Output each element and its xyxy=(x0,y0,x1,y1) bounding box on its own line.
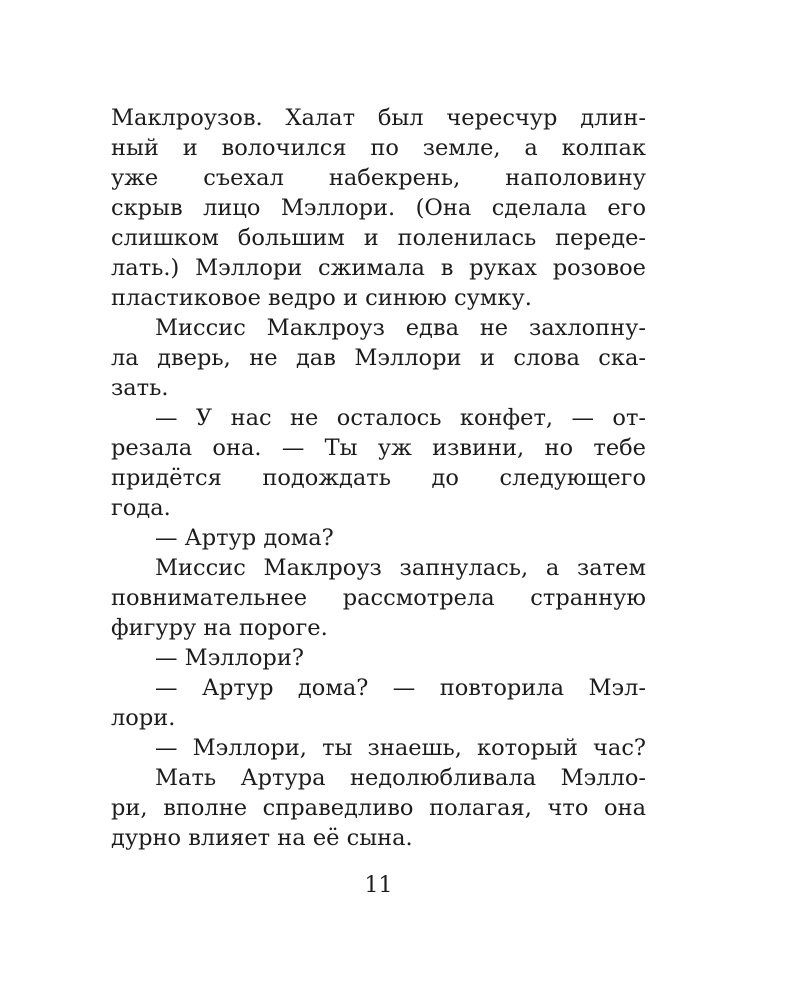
page-number: 11 xyxy=(364,873,393,898)
text-line: фигуру на пороге. xyxy=(111,615,328,641)
text-line: ри, вполне справедливо полагая, что она xyxy=(111,795,646,821)
text-line: резала она. — Ты уж извини, но тебе xyxy=(111,435,646,461)
text-line: повнимательнее рассмотрела странную xyxy=(111,585,646,611)
text-line: Мать Артура недолюбливала Мэлло- xyxy=(155,765,646,791)
text-line: лать.) Мэллори сжимала в руках розовое xyxy=(111,255,646,281)
text-line: Миссис Маклроуз едва не захлопну- xyxy=(155,315,646,341)
text-line: Миссис Маклроуз запнулась, а затем xyxy=(155,555,646,581)
text-line: лори. xyxy=(111,705,176,731)
text-line: скрыв лицо Мэллори. (Она сделала его xyxy=(111,195,646,221)
text-line: ный и волочился по земле, а колпак xyxy=(111,135,646,161)
text-line: ла дверь, не дав Мэллори и слова ска- xyxy=(111,345,646,371)
body-text xyxy=(111,103,646,853)
text-line: пластиковое ведро и синюю сумку. xyxy=(111,285,532,311)
text-line: — Артур дома? — повторила Мэл- xyxy=(155,675,646,701)
text-line: — Артур дома? xyxy=(155,525,334,551)
text-line: придётся подождать до следующего xyxy=(111,465,646,491)
text-line: зать. xyxy=(111,375,169,401)
text-line: уже съехал набекрень, наполовину xyxy=(111,165,646,191)
text-line: — У нас не осталось конфет, — от- xyxy=(155,405,646,431)
text-line: года. xyxy=(111,495,171,521)
text-line: Маклроузов. Халат был чересчур длин- xyxy=(111,105,646,131)
text-line: — Мэллори, ты знаешь, который час? xyxy=(155,735,646,761)
text-line: слишком большим и поленилась переде- xyxy=(111,225,646,251)
text-line: дурно влияет на её сына. xyxy=(111,825,413,851)
text-line: — Мэллори? xyxy=(155,645,304,671)
